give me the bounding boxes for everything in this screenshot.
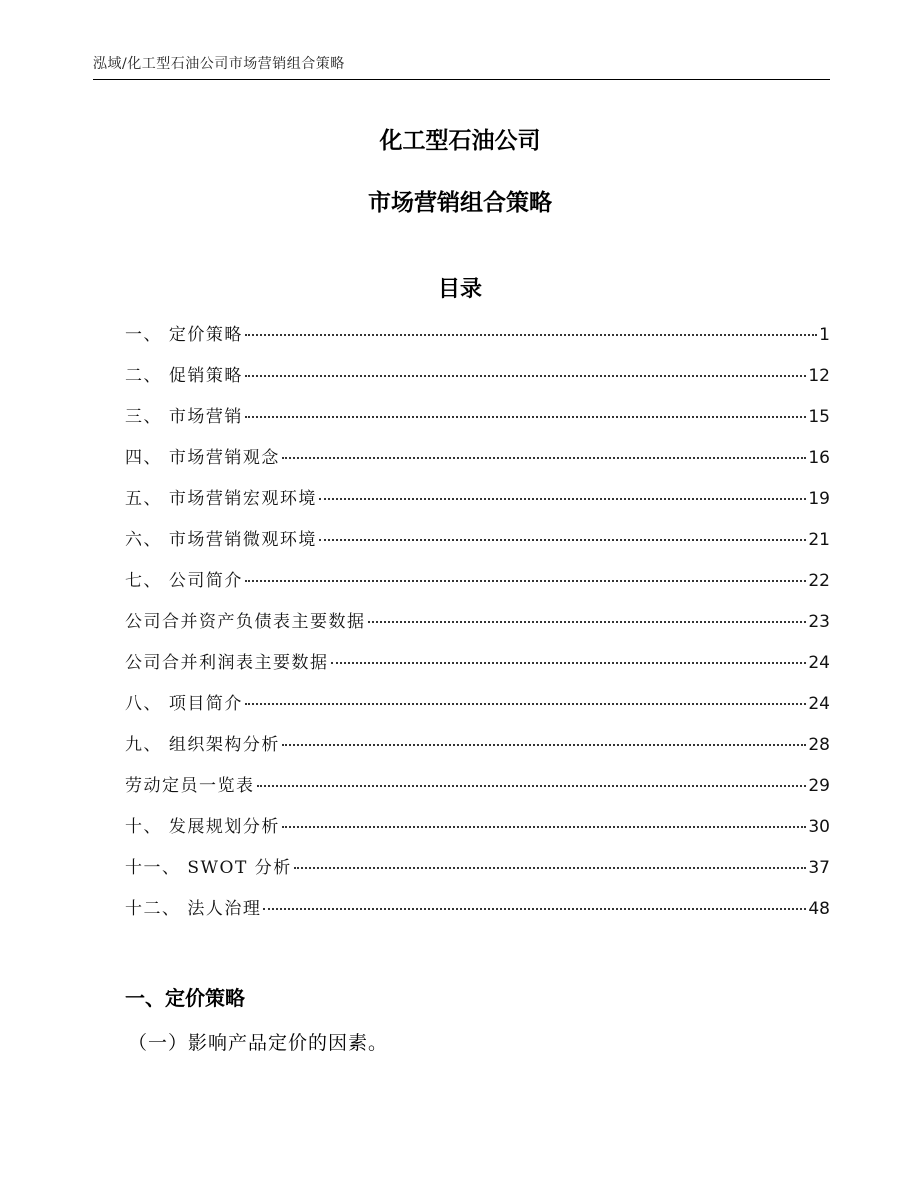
toc-entry-page: 1 bbox=[819, 325, 830, 345]
toc-entry[interactable] bbox=[125, 689, 830, 730]
toc-entry[interactable] bbox=[125, 771, 830, 812]
toc-leader bbox=[331, 662, 807, 664]
toc-entry-page: 37 bbox=[808, 858, 830, 878]
toc-entry-label: 三、 市场营销 bbox=[125, 407, 243, 427]
toc-entry-page: 24 bbox=[808, 694, 830, 714]
toc-entry[interactable] bbox=[125, 607, 830, 648]
toc-entry-page: 24 bbox=[808, 653, 830, 673]
toc-entry[interactable] bbox=[125, 566, 830, 607]
toc-entry[interactable] bbox=[125, 730, 830, 771]
toc-entry[interactable] bbox=[125, 525, 830, 566]
toc-leader bbox=[282, 457, 806, 459]
toc-entry-label: 十一、 SWOT 分析 bbox=[125, 858, 292, 878]
toc-entry[interactable] bbox=[125, 648, 830, 689]
document-title-line2: 市场营销组合策略 bbox=[368, 190, 552, 216]
toc-entry-label: 劳动定员一览表 bbox=[125, 776, 255, 796]
running-header: 泓域/化工型石油公司市场营销组合策略 bbox=[93, 56, 345, 72]
toc-entry[interactable] bbox=[125, 361, 830, 402]
toc-entry-label: 一、 定价策略 bbox=[125, 325, 243, 345]
toc-entry[interactable] bbox=[125, 402, 830, 443]
document-title-line1: 化工型石油公司 bbox=[379, 128, 541, 154]
toc-leader bbox=[294, 867, 807, 869]
toc-leader bbox=[282, 744, 806, 746]
sub-heading: （一）影响产品定价的因素。 bbox=[128, 1032, 389, 1054]
toc-entry[interactable] bbox=[125, 484, 830, 525]
toc-entry-page: 21 bbox=[808, 530, 830, 550]
section-heading: 一、定价策略 bbox=[125, 986, 245, 1010]
toc-leader bbox=[368, 621, 807, 623]
toc-entry[interactable] bbox=[125, 812, 830, 853]
toc-leader bbox=[245, 703, 806, 705]
toc-leader bbox=[319, 539, 806, 541]
toc-leader bbox=[257, 785, 807, 787]
toc-leader bbox=[319, 498, 806, 500]
toc-entry-page: 12 bbox=[808, 366, 830, 386]
toc-leader bbox=[245, 416, 806, 418]
table-of-contents bbox=[125, 320, 830, 935]
toc-heading: 目录 bbox=[437, 277, 482, 302]
toc-entry-page: 29 bbox=[808, 776, 830, 796]
toc-entry-label: 公司合并资产负债表主要数据 bbox=[125, 612, 366, 632]
header-rule bbox=[93, 79, 830, 80]
toc-entry-label: 五、 市场营销宏观环境 bbox=[125, 489, 317, 509]
toc-entry-label: 十、 发展规划分析 bbox=[125, 817, 280, 837]
toc-entry-page: 22 bbox=[808, 571, 830, 591]
toc-entry-label: 九、 组织架构分析 bbox=[125, 735, 280, 755]
toc-entry-page: 30 bbox=[808, 817, 830, 837]
toc-entry-label: 六、 市场营销微观环境 bbox=[125, 530, 317, 550]
toc-entry-page: 16 bbox=[808, 448, 830, 468]
toc-leader bbox=[245, 334, 817, 336]
toc-entry[interactable] bbox=[125, 320, 830, 361]
toc-entry-label: 七、 公司简介 bbox=[125, 571, 243, 591]
toc-leader bbox=[282, 826, 806, 828]
toc-entry-label: 八、 项目简介 bbox=[125, 694, 243, 714]
toc-entry-page: 23 bbox=[808, 612, 830, 632]
toc-entry-page: 19 bbox=[808, 489, 830, 509]
toc-entry-label: 四、 市场营销观念 bbox=[125, 448, 280, 468]
toc-entry-label: 二、 促销策略 bbox=[125, 366, 243, 386]
toc-entry[interactable] bbox=[125, 853, 830, 894]
toc-leader bbox=[245, 375, 806, 377]
toc-entry-page: 15 bbox=[808, 407, 830, 427]
toc-entry-page: 48 bbox=[808, 899, 830, 919]
toc-entry-label: 公司合并利润表主要数据 bbox=[125, 653, 329, 673]
toc-entry-label: 十二、 法人治理 bbox=[125, 899, 262, 919]
toc-entry-page: 28 bbox=[808, 735, 830, 755]
toc-entry[interactable] bbox=[125, 443, 830, 484]
toc-leader bbox=[245, 580, 806, 582]
toc-entry[interactable] bbox=[125, 894, 830, 935]
toc-leader bbox=[263, 908, 806, 910]
